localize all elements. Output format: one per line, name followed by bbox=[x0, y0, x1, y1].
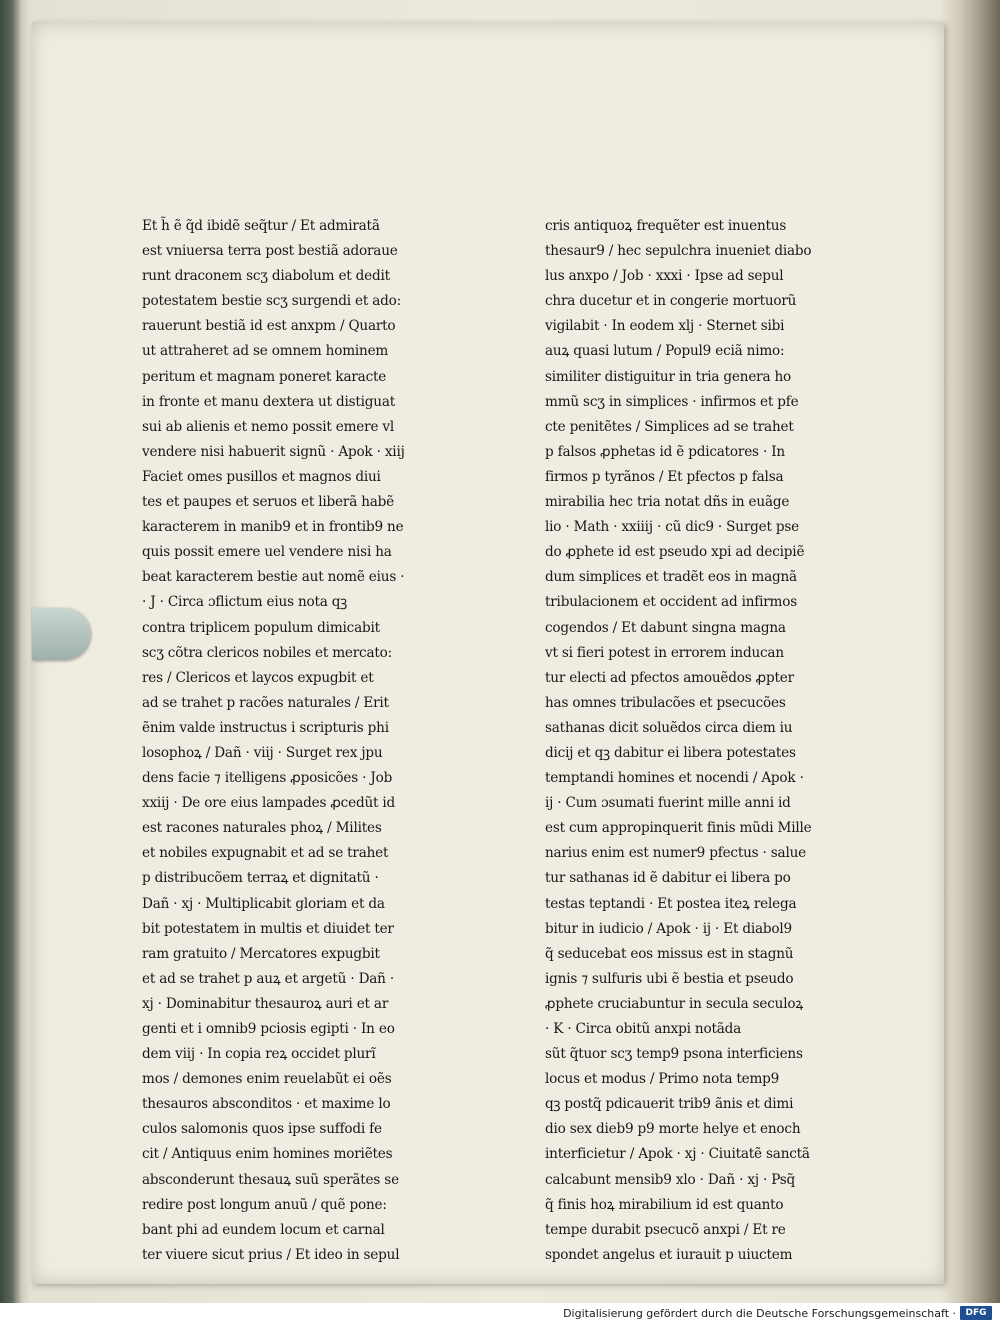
text-line: ꝓphete cruciabuntur in secula seculoꝝ bbox=[545, 995, 804, 1012]
text-line: est racones naturales phoꝝ / Milites bbox=[142, 820, 382, 837]
text-line: xxiij · De ore eius lampades ꝓcedũt id bbox=[142, 795, 396, 812]
text-line: dum simplices et tradẽt eos in magnã bbox=[545, 569, 797, 586]
text-line: firmos p tyrãnos / Et pfectos p falsa bbox=[545, 468, 784, 485]
text-line: thesauros absconditos · et maxime lo bbox=[142, 1096, 391, 1113]
text-line: spondet angelus et iurauit p uiuctem bbox=[545, 1246, 793, 1263]
text-line: bit potestatem in multis et diuidet ter bbox=[142, 920, 394, 937]
text-line: ter viuere sicut prius / Et ideo in sepul bbox=[142, 1246, 400, 1263]
text-line: in fronte et manu dextera ut distiguat bbox=[142, 393, 396, 410]
text-line: ram gratuito / Mercatores expugbit bbox=[142, 945, 380, 962]
text-line: interficietur / Apok · xj · Ciuitatẽ sanctã bbox=[545, 1146, 810, 1163]
left-text-column bbox=[142, 214, 472, 1268]
text-line: et ad se trahet p auꝝ et argetũ · Dañ · bbox=[142, 970, 394, 987]
text-line: thesaur9 / hec sepulchra inueniet diabo bbox=[545, 243, 812, 260]
text-line: tes et paupes et seruos et liberã habẽ bbox=[142, 494, 395, 511]
text-line: xj · Dominabitur thesauroꝝ auri et ar bbox=[142, 995, 389, 1012]
text-line: temptandi homines et nocendi / Apok · bbox=[545, 770, 804, 787]
text-line: res / Clericos et laycos expugbit et bbox=[142, 669, 374, 686]
text-line: has omnes tribulacões et psecucões bbox=[545, 694, 786, 711]
text-line: dens facie ⁊ itelligens ꝓposicões · Job bbox=[142, 770, 393, 787]
text-line: et nobiles expugnabit et ad se trahet bbox=[142, 845, 389, 862]
digitization-footer bbox=[0, 1303, 1000, 1323]
right-text-column bbox=[545, 214, 875, 1268]
text-line: ij · Cum ɔsumati fuerint mille anni id bbox=[545, 795, 791, 812]
text-line: contra triplicem populum dimicabit bbox=[142, 619, 380, 636]
text-line: vigilabit · In eodem xlj · Sternet sibi bbox=[545, 318, 785, 335]
text-line: tribulacionem et occident ad infirmos bbox=[545, 594, 798, 611]
text-line: redire post longum anuũ / quẽ pone: bbox=[142, 1196, 387, 1213]
text-line: peritum et magnam poneret karacte bbox=[142, 368, 387, 385]
text-line: absconderunt thesauꝝ suũ sperãtes se bbox=[142, 1171, 399, 1188]
text-line: dicij et qꝫ dabitur ei libera potestates bbox=[545, 744, 796, 761]
text-line: sathanas dicit soluẽdos circa diem iu bbox=[545, 719, 793, 736]
text-line: lio · Math · xxiiij · cũ dic9 · Surget pse bbox=[545, 519, 799, 536]
text-line: chra ducetur et in congerie mortuorũ bbox=[545, 293, 797, 310]
manuscript-page bbox=[32, 22, 944, 1284]
text-line: testas teptandi · Et postea iteꝝ relega bbox=[545, 895, 797, 912]
text-line: do ꝓphete id est pseudo xpi ad decipiẽ bbox=[545, 544, 805, 561]
text-line: p distribucõem terraꝝ et dignitatũ · bbox=[142, 870, 379, 887]
text-line: qꝫ postq̃ pdicauerit trib9 ãnis et dimi bbox=[545, 1096, 794, 1113]
text-line: bitur in iudicio / Apok · ij · Et diabol9 bbox=[545, 920, 793, 937]
text-line: losophoꝝ / Dañ · viij · Surget rex jpu bbox=[142, 744, 383, 761]
text-line: narius enim est numer9 pfectus · salue bbox=[545, 845, 807, 862]
text-line: bant phi ad eundem locum et carnal bbox=[142, 1221, 385, 1238]
text-line: · J · Circa ɔflictum eius nota qꝫ bbox=[142, 594, 348, 611]
footer-credit: Digitalisierung gefördert durch die Deutsche Forschungsgemeinschaft · bbox=[563, 1307, 956, 1320]
text-line: est vniuersa terra post bestiã adoraue bbox=[142, 243, 398, 260]
text-line: vt si fieri potest in errorem inducan bbox=[545, 644, 784, 661]
page-clip bbox=[32, 608, 90, 660]
text-line: tempe durabit psecucõ anxpi / Et re bbox=[545, 1221, 786, 1238]
text-line: karacterem in manib9 et in frontib9 ne bbox=[142, 519, 404, 536]
text-line: lus anxpo / Job · xxxi · Ipse ad sepul bbox=[545, 268, 784, 285]
text-line: Faciet omes pusillos et magnos diui bbox=[142, 468, 381, 485]
text-line: culos salomonis quos ipse suffodi fe bbox=[142, 1121, 382, 1138]
text-line: tur sathanas id ẽ dabitur ei libera po bbox=[545, 870, 791, 887]
text-line: ad se trahet p racões naturales / Erit bbox=[142, 694, 389, 711]
text-line: ẽnim valde instructus i scripturis phi bbox=[142, 719, 389, 736]
text-line: mmũ scʒ in simplices · infirmos et pfe bbox=[545, 393, 799, 410]
text-line: potestatem bestie scʒ surgendi et ado: bbox=[142, 293, 402, 310]
text-line: cogendos / Et dabunt singna magna bbox=[545, 619, 786, 636]
text-line: locus et modus / Primo nota temp9 bbox=[545, 1071, 780, 1088]
text-line: ignis ⁊ sulfuris ubi ẽ bestia et pseudo bbox=[545, 970, 794, 987]
text-line: auꝝ quasi lutum / Popul9 eciã nimo: bbox=[545, 343, 785, 360]
text-line: calcabunt mensib9 xlo · Dañ · xj · Psq̃ bbox=[545, 1171, 796, 1188]
text-line: p falsos ꝓphetas id ẽ pdicatores · In bbox=[545, 443, 785, 460]
text-line: sũt q̃tuor scʒ temp9 psona interficiens bbox=[545, 1046, 803, 1063]
text-line: sui ab alienis et nemo possit emere vl bbox=[142, 418, 395, 435]
text-line: cit / Antiquus enim homines moriẽtes bbox=[142, 1146, 393, 1163]
dfg-logo: DFG bbox=[960, 1306, 992, 1320]
text-line: vendere nisi habuerit signũ · Apok · xiij bbox=[142, 443, 405, 460]
text-line: mirabilia hec tria notat dñs in euãge bbox=[545, 494, 790, 511]
text-line: q̃ seducebat eos missus est in stagnũ bbox=[545, 945, 794, 962]
text-line: dem viij · In copia reꝝ occidet plurĩ bbox=[142, 1046, 376, 1063]
text-line: rauerunt bestiã id est anxpm / Quarto bbox=[142, 318, 396, 335]
text-line: cte penitẽtes / Simplices ad se trahet bbox=[545, 418, 794, 435]
text-line: Et h̃ ẽ q̃d ibidẽ seq̃tur / Et admiratã bbox=[142, 218, 380, 234]
text-line: q̃ finis hoꝝ mirabilium id est quanto bbox=[545, 1196, 784, 1213]
text-line: tur electi ad pfectos amouẽdos ꝓpter bbox=[545, 669, 794, 686]
text-line: Dañ · xj · Multiplicabit gloriam et da bbox=[142, 895, 385, 912]
text-line: beat karacterem bestie aut nomẽ eius · bbox=[142, 569, 405, 586]
text-line: dio sex dieb9 p9 morte helye et enoch bbox=[545, 1121, 801, 1138]
text-line: genti et i omnib9 pciosis egipti · In eo bbox=[142, 1021, 395, 1037]
text-line: quis possit emere uel vendere nisi ha bbox=[142, 544, 392, 561]
text-line: · K · Circa obitũ anxpi notãda bbox=[545, 1021, 742, 1037]
text-line: cris antiquoꝝ frequẽter est inuentus bbox=[545, 218, 787, 234]
text-line: ut attraheret ad se omnem hominem bbox=[142, 343, 389, 360]
text-line: runt draconem scʒ diabolum et dedit bbox=[142, 268, 390, 285]
text-line: similiter distiguitur in tria genera ho bbox=[545, 368, 792, 385]
text-line: scʒ cõtra clericos nobiles et mercato: bbox=[142, 644, 392, 661]
text-line: mos / demones enim reuelabũt ei oẽs bbox=[142, 1071, 392, 1088]
text-line: est cum appropinquerit finis mũdi Mille bbox=[545, 820, 812, 837]
